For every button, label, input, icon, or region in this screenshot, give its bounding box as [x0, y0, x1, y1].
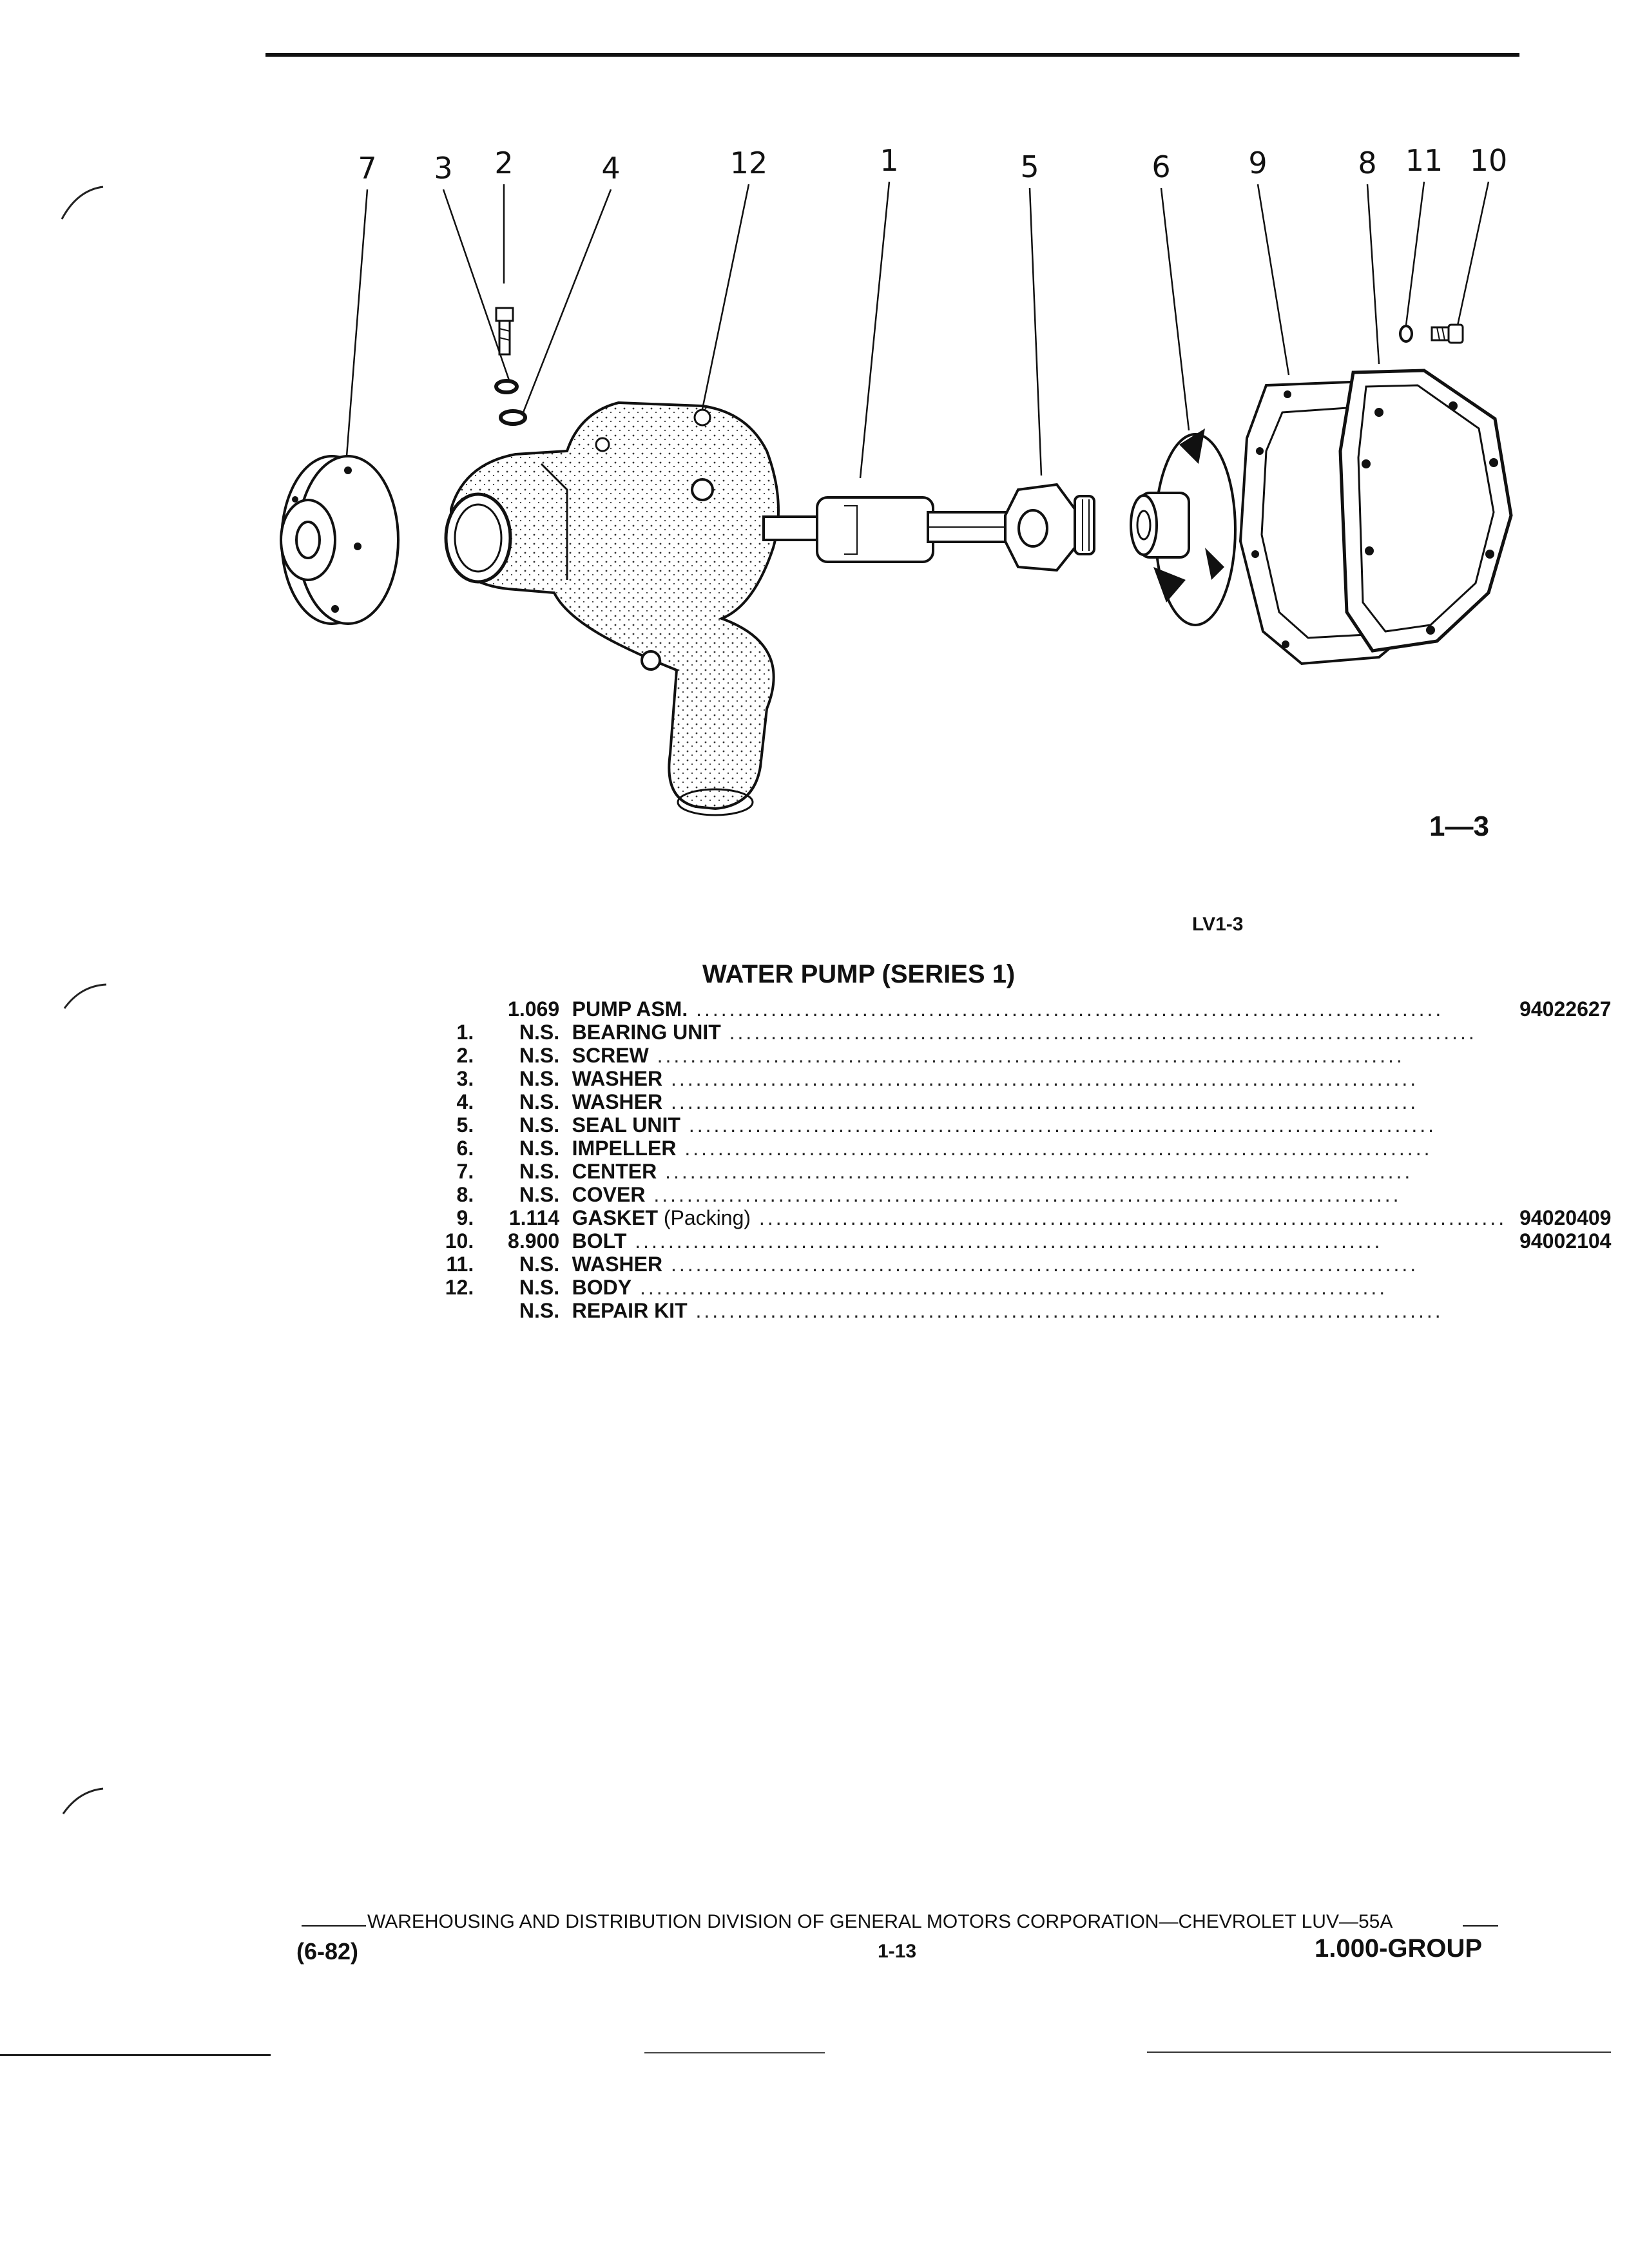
footer-rule-right [1463, 1925, 1498, 1927]
part-number [1507, 1067, 1629, 1090]
part-number [1507, 1113, 1629, 1137]
group-number: N.S. [519, 1137, 560, 1160]
spacer [559, 1067, 572, 1090]
description-cell [572, 1183, 1507, 1206]
parts-row [425, 1113, 1629, 1137]
section-title: WATER PUMP (SERIES 1) [702, 960, 1016, 988]
description-cell [572, 1137, 1507, 1160]
spacer [559, 997, 572, 1021]
item-number: 6. [456, 1137, 474, 1160]
footer-page-number: 1-13 [878, 1941, 917, 1962]
leader-dots: .......................................................................................... [662, 1253, 1419, 1276]
part-number: 94022627 [1519, 997, 1612, 1021]
leader-dots: .......................................................................................... [657, 1160, 1413, 1183]
part-description: WASHER [572, 1253, 663, 1276]
part-description: SEAL UNIT [572, 1113, 680, 1137]
item-number: 3. [456, 1067, 474, 1090]
spacer [559, 1276, 572, 1299]
part-washer-4 [501, 411, 525, 424]
description-cell [572, 1160, 1507, 1183]
item-number: 5. [456, 1113, 474, 1137]
spacer [559, 1206, 572, 1229]
item-number: 2. [456, 1044, 474, 1067]
group-number: N.S. [519, 1021, 560, 1044]
description-cell [572, 1067, 1507, 1090]
part-description: BOLT [572, 1229, 627, 1253]
part-description: WASHER [572, 1067, 663, 1090]
leader-dots: .......................................................................................... [662, 1067, 1419, 1090]
leader-dots: .......................................................................................... [720, 1021, 1477, 1044]
spacer [559, 1253, 572, 1276]
part-number [1507, 1044, 1629, 1067]
part-number: 94002104 [1519, 1229, 1612, 1253]
part-number [1507, 1021, 1629, 1044]
part-number [1507, 1160, 1629, 1183]
callout-label: 3 [434, 151, 453, 186]
exploded-view-drawing [0, 0, 1629, 902]
parts-row [425, 1137, 1629, 1160]
part-description: GASKET [572, 1206, 658, 1229]
parts-row [425, 1090, 1629, 1113]
group-number: N.S. [519, 1067, 560, 1090]
part-number [1507, 1299, 1629, 1322]
part-number [1507, 1276, 1629, 1299]
description-cell [572, 997, 1507, 1021]
parts-row [425, 1183, 1629, 1206]
leader-line [1367, 184, 1379, 364]
figure-code: LV1-3 [1192, 914, 1244, 935]
description-cell [572, 1044, 1507, 1067]
callout-label: 6 [1152, 149, 1171, 184]
part-seal-unit [1005, 485, 1094, 570]
part-number [1507, 1183, 1629, 1206]
group-number: N.S. [519, 1113, 560, 1137]
leader-dots: .......................................................................................... [645, 1183, 1402, 1206]
part-description: PUMP ASM. [572, 997, 688, 1021]
parts-row [425, 1021, 1629, 1044]
description-cell [572, 1021, 1507, 1044]
leader-line [860, 182, 889, 478]
leader-line [1161, 188, 1189, 430]
description-cell [572, 1253, 1507, 1276]
bottom-rule-left [0, 2054, 271, 2056]
callout-label: 12 [729, 146, 768, 180]
description-cell [572, 1276, 1507, 1299]
callout-label: 2 [494, 146, 514, 180]
part-number: 94020409 [1519, 1206, 1612, 1229]
part-bearing-unit [764, 497, 1008, 562]
part-center-hub [281, 456, 398, 624]
spacer [559, 1229, 572, 1253]
part-washer-11 [1400, 326, 1412, 341]
item-number: 4. [456, 1090, 474, 1113]
callout-label: 8 [1358, 146, 1377, 180]
leader-line [1458, 182, 1489, 325]
group-number: 8.900 [508, 1229, 560, 1253]
spacer [559, 1021, 572, 1044]
footer-division-line: WAREHOUSING AND DISTRIBUTION DIVISION OF GENERAL MOTORS CORPORATION—CHEVROLET LUV—55A [367, 1911, 1393, 1932]
part-impeller [1131, 428, 1235, 625]
group-number: N.S. [519, 1276, 560, 1299]
callout-label: 4 [601, 151, 621, 186]
item-number: 8. [456, 1183, 474, 1206]
spacer [559, 1183, 572, 1206]
parts-row [425, 997, 1629, 1021]
parts-row [425, 1276, 1629, 1299]
description-cell [572, 1090, 1507, 1113]
parts-row [425, 1229, 1629, 1253]
part-number [1507, 1253, 1629, 1276]
description-cell [572, 1113, 1507, 1137]
spacer [559, 1113, 572, 1137]
margin-mark [63, 1789, 103, 1814]
leader-dots: .......................................................................................... [676, 1137, 1432, 1160]
parts-table [425, 997, 1629, 1322]
leader-line [523, 189, 611, 412]
leader-dots: .......................................................................................... [631, 1276, 1388, 1299]
spacer [559, 1160, 572, 1183]
group-number: N.S. [519, 1160, 560, 1183]
group-number: 1.114 [508, 1206, 560, 1229]
figure-number: 1—3 [1429, 811, 1489, 842]
group-number: N.S. [519, 1183, 560, 1206]
parts-row [425, 1253, 1629, 1276]
group-number: N.S. [519, 1299, 560, 1322]
leader-line [1258, 184, 1289, 375]
callout-label: 9 [1248, 146, 1268, 180]
leader-line [1406, 182, 1424, 325]
parts-row [425, 1299, 1629, 1322]
callout-label: 5 [1020, 149, 1039, 184]
part-description: WASHER [572, 1090, 663, 1113]
callout-label: 11 [1405, 143, 1443, 178]
leader-dots: .......................................................................................... [688, 997, 1444, 1021]
item-number [425, 997, 474, 1021]
group-number: N.S. [519, 1090, 560, 1113]
part-bolt [1432, 325, 1463, 343]
parts-row [425, 1067, 1629, 1090]
description-cell [572, 1229, 1507, 1253]
part-cover [1340, 370, 1511, 651]
item-number: 9. [456, 1206, 474, 1229]
item-number: 1. [456, 1021, 474, 1044]
leader-dots: .......................................................................................... [687, 1299, 1443, 1322]
part-description: SCREW [572, 1044, 649, 1067]
part-description: COVER [572, 1183, 646, 1206]
leader-line [347, 189, 367, 456]
callout-label: 7 [358, 151, 377, 186]
group-number: N.S. [519, 1044, 560, 1067]
group-number: N.S. [519, 1253, 560, 1276]
part-screw [496, 308, 513, 354]
parts-row [425, 1206, 1629, 1229]
footer-rule-left [302, 1925, 366, 1927]
leader-dots: .......................................................................................... [662, 1090, 1419, 1113]
part-washer-3 [496, 381, 517, 392]
description-cell [572, 1206, 1507, 1229]
bottom-rule-mid [644, 2052, 825, 2053]
item-number [425, 1299, 474, 1322]
part-description: CENTER [572, 1160, 657, 1183]
part-number [1507, 1137, 1629, 1160]
description-cell [572, 1299, 1507, 1322]
parts-row [425, 1044, 1629, 1067]
leader-dots: .......................................................................................... [648, 1044, 1405, 1067]
item-number: 10. [445, 1229, 474, 1253]
bottom-rule-right [1147, 2052, 1611, 2053]
part-pump-body [446, 403, 778, 815]
leader-dots: .......................................................................................... [751, 1206, 1507, 1229]
footer-date: (6-82) [296, 1938, 359, 1965]
part-description: BEARING UNIT [572, 1021, 721, 1044]
part-note: (Packing) [663, 1206, 751, 1229]
spacer [559, 1044, 572, 1067]
part-number [1507, 1090, 1629, 1113]
margin-mark [64, 985, 106, 1008]
spacer [559, 1299, 572, 1322]
spacer [559, 1090, 572, 1113]
item-number: 12. [445, 1276, 474, 1299]
leader-line [702, 184, 749, 409]
parts-row [425, 1160, 1629, 1183]
spacer [559, 1137, 572, 1160]
leader-dots: .......................................................................................... [626, 1229, 1383, 1253]
leader-line [1030, 188, 1041, 476]
callout-label: 10 [1469, 143, 1508, 178]
item-number: 7. [456, 1160, 474, 1183]
footer-group: 1.000-GROUP [1315, 1934, 1483, 1963]
group-number: 1.069 [508, 997, 560, 1021]
part-description: REPAIR KIT [572, 1299, 688, 1322]
leader-dots: .......................................................................................... [680, 1113, 1436, 1137]
part-description: IMPELLER [572, 1137, 677, 1160]
callout-label: 1 [880, 143, 899, 178]
part-description: BODY [572, 1276, 632, 1299]
item-number: 11. [446, 1253, 474, 1276]
